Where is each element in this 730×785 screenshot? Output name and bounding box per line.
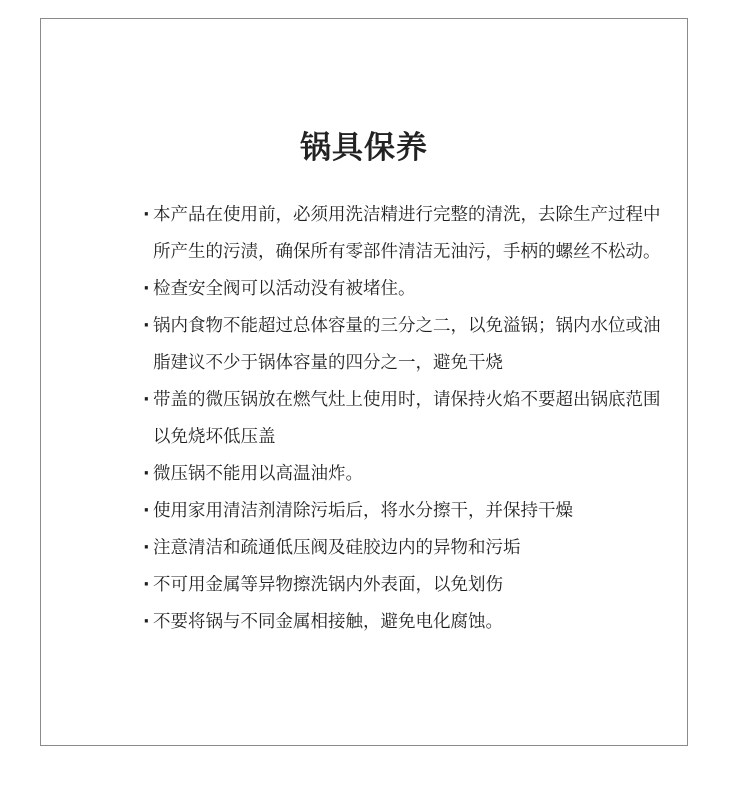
list-item-text: 带盖的微压锅放在燃气灶上使用时，请保持火焰不要超出锅底范围以免烧坏低压盖 xyxy=(153,390,661,447)
list-item-text: 注意清洁和疏通低压阀及硅胶边内的异物和污垢 xyxy=(153,538,521,558)
list-item xyxy=(143,271,673,308)
bullet-mark: · xyxy=(143,464,150,484)
bullet-mark: · xyxy=(143,279,150,299)
bullet-mark: · xyxy=(143,205,150,225)
bullet-mark: · xyxy=(143,612,150,632)
list-item xyxy=(143,493,673,530)
list-item xyxy=(143,308,673,382)
list-item xyxy=(143,530,673,567)
bullet-mark: · xyxy=(143,575,150,595)
care-instructions-list xyxy=(143,197,673,641)
list-item xyxy=(143,604,673,641)
content-frame xyxy=(40,18,688,746)
page-title: 锅具保养 xyxy=(300,129,428,166)
list-item-text: 不可用金属等异物擦洗锅内外表面，以免划伤 xyxy=(153,575,503,595)
list-item-text: 微压锅不能用以高温油炸。 xyxy=(153,464,363,484)
list-item-text: 使用家用清洁剂清除污垢后，将水分擦干，并保持干燥 xyxy=(153,501,573,521)
list-item-text: 本产品在使用前，必须用洗洁精进行完整的清洗，去除生产过程中所产生的污渍，确保所有零部件清洁无油污，手柄的螺丝不松动。 xyxy=(153,205,661,262)
bullet-mark: · xyxy=(143,390,150,410)
list-item-text: 检查安全阀可以活动没有被堵住。 xyxy=(153,279,416,299)
list-item-text: 锅内食物不能超过总体容量的三分之二，以免溢锅；锅内水位或油脂建议不少于锅体容量的四分之一，避免干烧 xyxy=(153,316,661,373)
bullet-mark: · xyxy=(143,501,150,521)
list-item-text: 不要将锅与不同金属相接触，避免电化腐蚀。 xyxy=(153,612,503,632)
bullet-mark: · xyxy=(143,316,150,336)
list-item xyxy=(143,197,673,271)
list-item xyxy=(143,567,673,604)
bullet-mark: · xyxy=(143,538,150,558)
list-item xyxy=(143,456,673,493)
list-item xyxy=(143,382,673,456)
